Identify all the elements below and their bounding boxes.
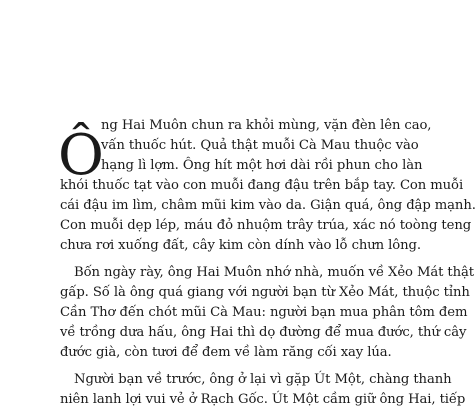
line-5: cái đậu im lìm, châm mũi kim vào da. Giận quá, ông đập mạnh.: [60, 198, 476, 213]
line-10: Cần Thơ đến chót mũi Cà Mau: người bạn mua phân tôm đem: [60, 305, 468, 320]
line-13: Người bạn về trước, ông ở lại vì gặp Út Một, chàng thanh: [74, 372, 452, 387]
line-14: niên lanh lợi vui vẻ ở Rạch Gốc. Út Một cầm giữ ông Hai, tiếp: [60, 392, 466, 407]
line-3: hạng lì lợm. Ông hít một hơi dài rồi phun cho làn: [101, 158, 423, 173]
line-6: Con muỗi dẹp lép, máu đỏ nhuộm trây trúa, xác nó toòng teng: [60, 218, 472, 233]
line-8: Bốn ngày rày, ông Hai Muôn nhớ nhà, muốn về Xẻo Mát thật: [74, 265, 474, 280]
line-1: ng Hai Muôn chun ra khỏi mùng, vặn đèn lên cao,: [101, 118, 432, 133]
line-11: về trồng dưa hấu, ông Hai thì dọ đường để mua đước, thứ cây: [60, 325, 467, 340]
line-7: chưa rơi xuống đất, cây kim còn dính vào lỗ chưn lông.: [60, 238, 421, 253]
line-4: khói thuốc tạt vào con muỗi đang đậu trên bắp tay. Con muỗi: [60, 178, 464, 193]
line-12: đước già, còn tươi để đem về làm răng cối xay lúa.: [60, 345, 392, 360]
line-2: vấn thuốc hút. Quả thật muỗi Cà Mau thuộc vào: [101, 138, 419, 153]
line-9: gấp. Số là ông quá giang với người bạn từ Xẻo Mát, thuộc tỉnh: [60, 285, 470, 300]
drop-cap: Ô: [58, 123, 104, 188]
